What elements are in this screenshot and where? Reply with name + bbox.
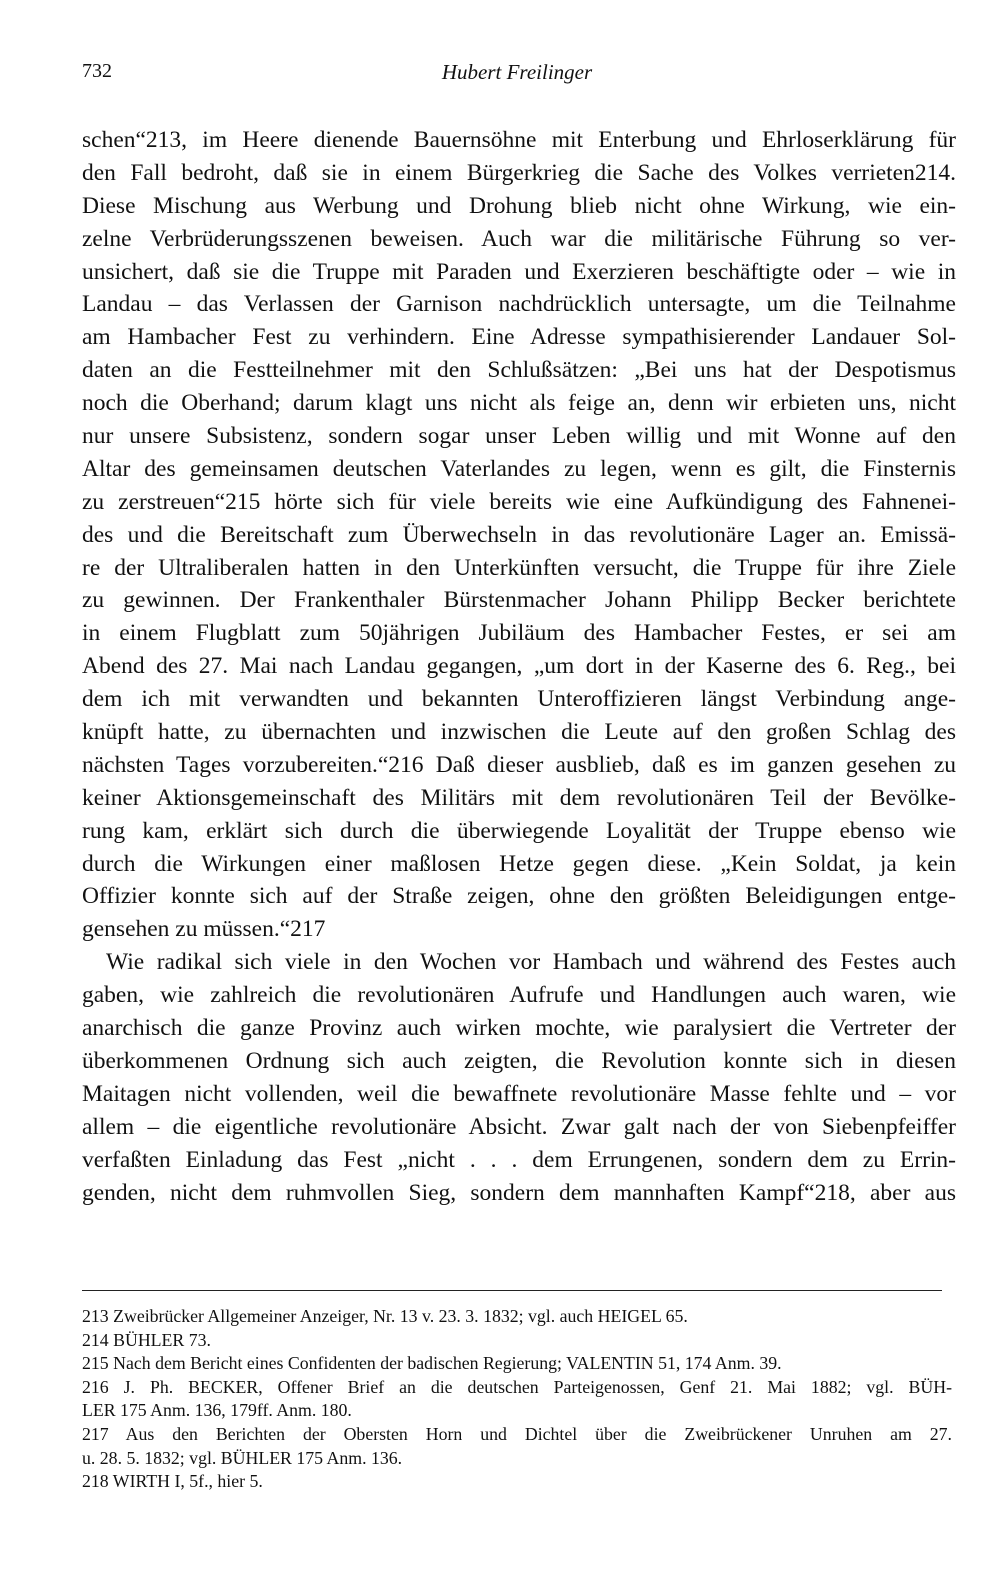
footnote-line: 216 J. Ph. BECKER, Offener Brief an die deutschen Parteigenossen, Genf 21. Mai 1882; vgl. BÜH- [82, 1376, 952, 1397]
body-line: unsichert, daß sie die Truppe mit Paraden und Exerzieren beschäftigte oder – wie in [82, 258, 956, 285]
body-line: gaben, wie zahlreich die revolutionären Aufrufe und Handlungen auch waren, wie [82, 982, 956, 1009]
body-line: Maitagen nicht vollenden, weil die bewaffnete revolutionäre Masse fehlte und – vor [82, 1080, 956, 1107]
footnotes [82, 1305, 952, 1494]
footnote-line: 214 BÜHLER 73. [82, 1329, 211, 1350]
footnote-line: 218 WIRTH I, 5f., hier 5. [82, 1471, 263, 1492]
body-line: daten an die Festteilnehmer mit den Schlußsätzen: „Bei uns hat der Despotismus [82, 357, 956, 384]
body-line: des und die Bereitschaft zum Überwechseln in das revolutionäre Lager an. Emissä- [82, 521, 956, 548]
body-line: gensehen zu müssen.“217 [82, 916, 326, 943]
body-line: Offizier konnte sich auf der Straße zeigen, ohne den größten Beleidigungen entge- [82, 883, 956, 910]
body-line: zu zerstreuen“215 hörte sich für viele bereits wie eine Aufkündigung des Fahnenei- [82, 488, 956, 515]
body-line: verfaßten Einladung das Fest „nicht . . . dem Errungenen, sondern dem zu Errin- [82, 1146, 956, 1173]
body-line: zelne Verbrüderungsszenen beweisen. Auch war die militärische Führung so ver- [82, 225, 956, 252]
running-head [82, 60, 952, 90]
body-line: Landau – das Verlassen der Garnison nachdrücklich untersagte, um die Teilnahme [82, 291, 956, 318]
body-line: am Hambacher Fest zu verhindern. Eine Adresse sympathisierender Landauer Sol- [82, 324, 956, 351]
body-line: zu gewinnen. Der Frankenthaler Bürstenmacher Johann Philipp Becker berichtete [82, 587, 956, 614]
body-line: nächsten Tages vorzubereiten.“216 Daß dieser ausblieb, daß es im ganzen gesehen zu [82, 751, 956, 778]
body-line: knüpft hatte, zu übernachten und inzwischen die Leute auf den großen Schlag des [82, 719, 956, 746]
body-line: dem ich mit verwandten und bekannten Unteroffizieren längst Verbindung ange- [82, 686, 956, 713]
body-line: keiner Aktionsgemeinschaft des Militärs mit dem revolutionären Teil der Bevölke- [82, 784, 956, 811]
body-text [82, 124, 956, 1209]
body-line: anarchisch die ganze Provinz auch wirken mochte, wie paralysiert die Vertreter der [82, 1015, 956, 1042]
body-line: genden, nicht dem ruhmvollen Sieg, sondern dem mannhaften Kampf“218, aber aus [82, 1179, 956, 1206]
footnote-line: u. 28. 5. 1832; vgl. BÜHLER 175 Anm. 136. [82, 1447, 403, 1468]
body-line: durch die Wirkungen einer maßlosen Hetze gegen diese. „Kein Soldat, ja kein [82, 850, 956, 877]
body-line: re der Ultraliberalen hatten in den Unterkünften versucht, die Truppe für ihre Ziele [82, 554, 956, 581]
footnote-line: 213 Zweibrücker Allgemeiner Anzeiger, Nr. 13 v. 23. 3. 1832; vgl. auch HEIGEL 65. [82, 1306, 688, 1326]
footnote-line: 215 Nach dem Bericht eines Confidenten der badischen Regierung; VALENTIN 51, 174 Anm. 39. [82, 1353, 782, 1374]
body-line: überkommenen Ordnung sich auch zeigten, die Revolution konnte sich in diesen [82, 1047, 956, 1074]
body-line: allem – die eigentliche revolutionäre Absicht. Zwar galt nach der von Siebenpfeiffer [82, 1113, 956, 1140]
running-title: Hubert Freilinger [441, 60, 593, 84]
body-line: schen“213, im Heere dienende Bauernsöhne mit Enterbung und Ehrloserklärung für [82, 127, 956, 153]
footnote-line: LER 175 Anm. 136, 179ff. Anm. 180. [82, 1400, 352, 1421]
body-line: Wie radikal sich viele in den Wochen vor Hambach und während des Festes auch [106, 949, 956, 976]
body-line: in einem Flugblatt zum 50jährigen Jubiläum des Hambacher Festes, er sei am [82, 620, 956, 647]
footnote-line: 217 Aus den Berichten der Obersten Horn und Dichtel über die Zweibrückener Unruhen am 27. [82, 1423, 952, 1444]
page-number: 732 [82, 60, 112, 82]
body-line: Altar des gemeinsamen deutschen Vaterlandes zu legen, wenn es gilt, die Finsternis [82, 455, 956, 482]
body-line: Diese Mischung aus Werbung und Drohung blieb nicht ohne Wirkung, wie ein- [82, 192, 956, 219]
body-line: den Fall bedroht, daß sie in einem Bürgerkrieg die Sache des Volkes verrieten214. [82, 159, 956, 186]
body-line: Abend des 27. Mai nach Landau gegangen, „um dort in der Kaserne des 6. Reg., bei [82, 653, 956, 680]
body-line: noch die Oberhand; darum klagt uns nicht als feige an, denn wir erbieten uns, nicht [82, 390, 956, 417]
footnote-separator [82, 1290, 942, 1291]
body-line: rung kam, erklärt sich durch die überwiegende Loyalität der Truppe ebenso wie [82, 817, 956, 844]
body-line: nur unsere Subsistenz, sondern sogar unser Leben willig und mit Wonne auf den [82, 423, 956, 450]
